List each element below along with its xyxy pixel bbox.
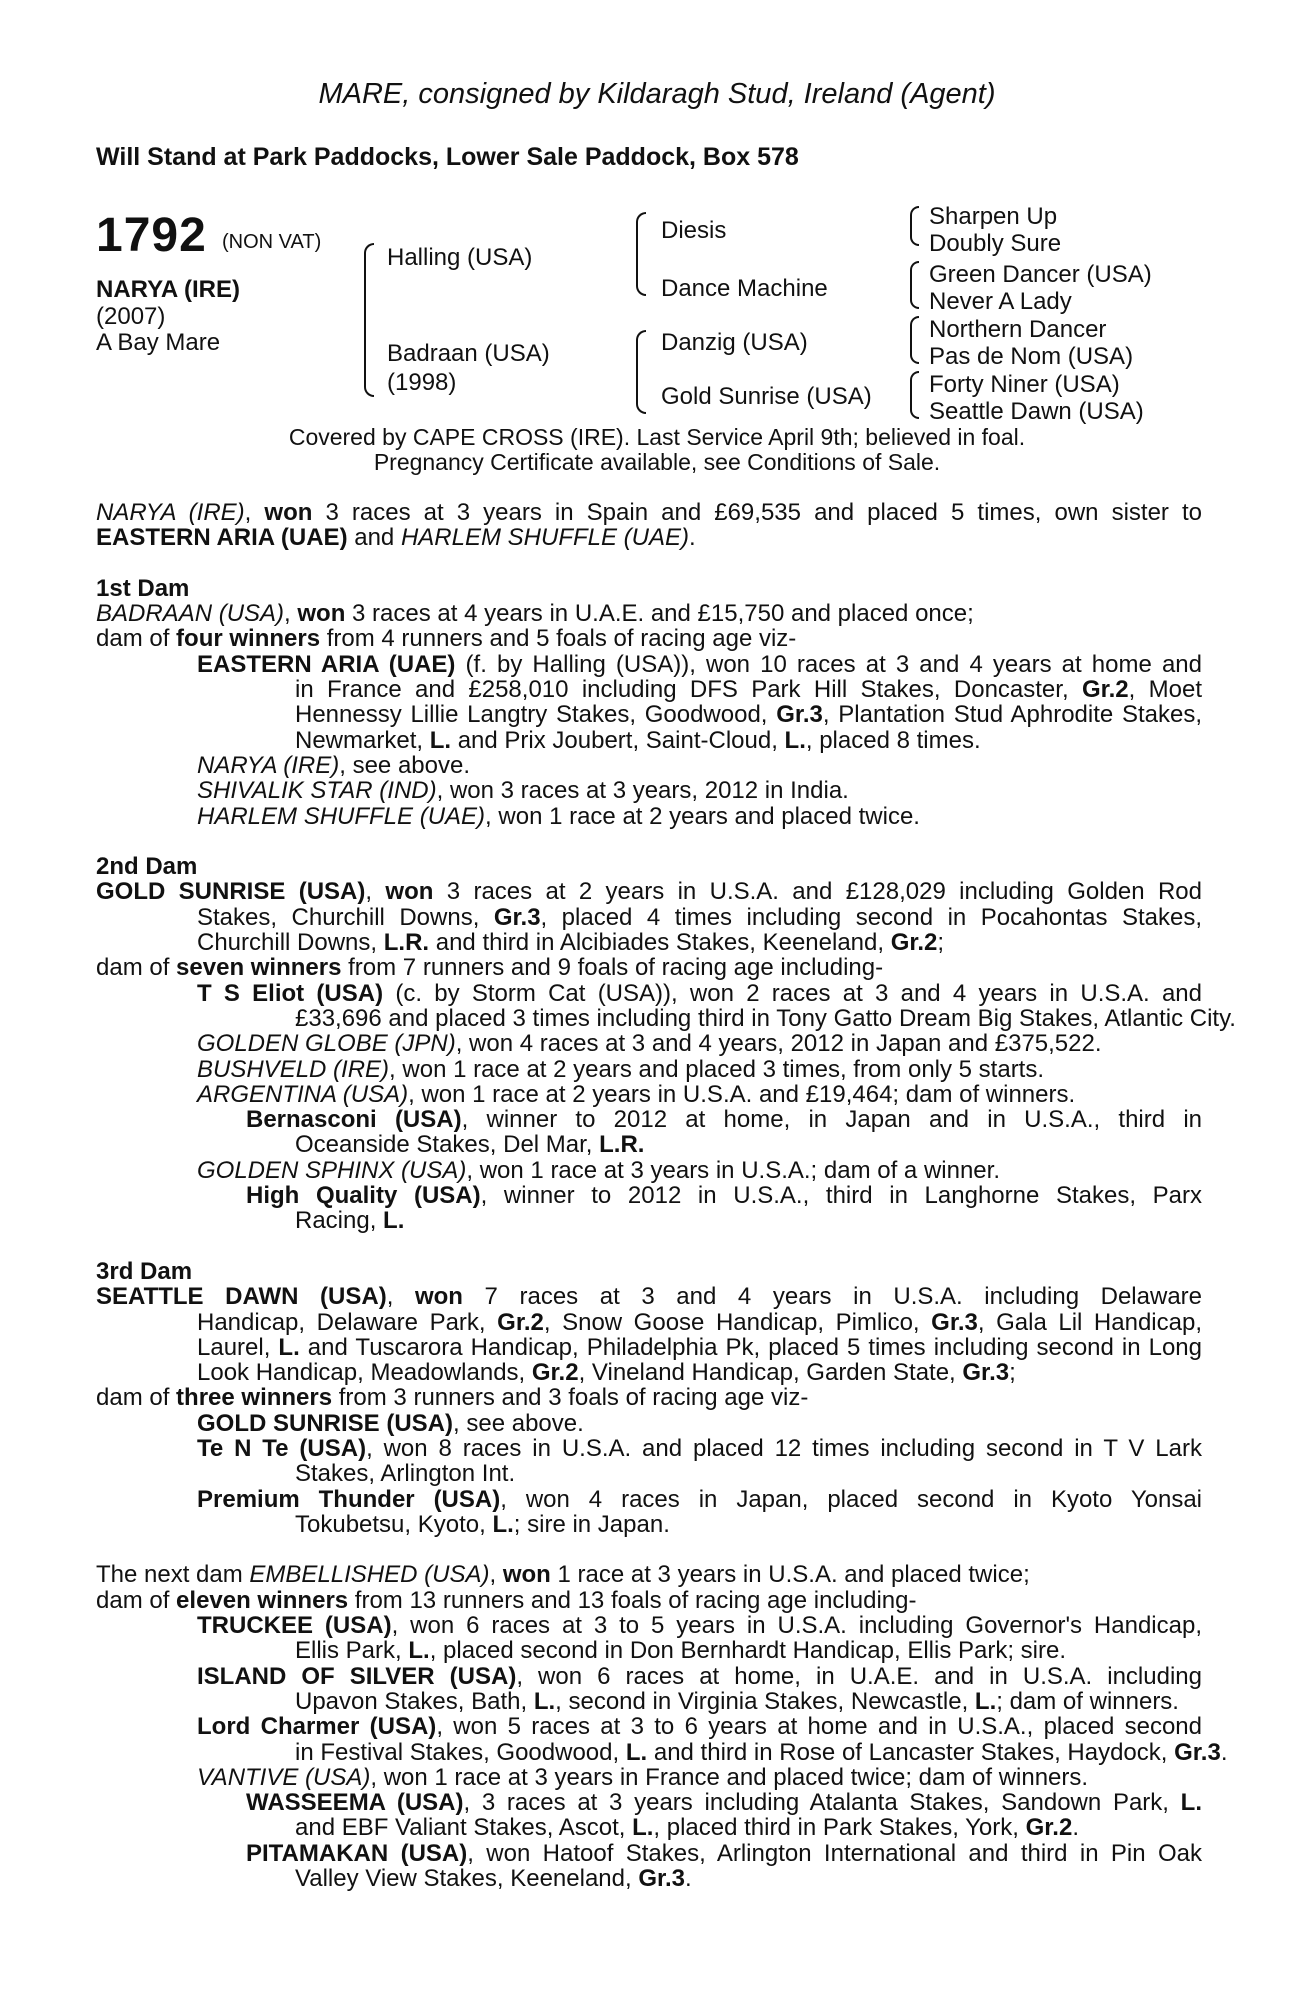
sire-dam-bracket bbox=[364, 243, 374, 397]
dam-sire: Danzig (USA) bbox=[661, 329, 808, 356]
section-heading: 1st Dam bbox=[96, 574, 190, 602]
text-line: £33,696 and placed 3 times including third in Tony Gatto Dream Big Stakes, Atlantic City. bbox=[295, 1004, 1236, 1032]
location-line: Will Stand at Park Paddocks, Lower Sale Paddock, Box 578 bbox=[96, 143, 799, 171]
text-line: NARYA (IRE), see above. bbox=[197, 751, 471, 779]
text-line: High Quality (USA), winner to 2012 in U.S.A., third in Langhorne Stakes, Parx bbox=[246, 1182, 1202, 1210]
text-line: Newmarket, L. and Prix Joubert, Saint-Cloud, L., placed 8 times. bbox=[295, 726, 981, 754]
pedigree-notes bbox=[96, 499, 1236, 1893]
horse-name: NARYA (IRE) bbox=[96, 276, 241, 303]
sire: Halling (USA) bbox=[387, 244, 533, 271]
text-line: BADRAAN (USA), won 3 races at 4 years in U.A.E. and £15,750 and placed once; bbox=[96, 600, 974, 628]
covered-line: Covered by CAPE CROSS (IRE). Last Service April 9th; believed in foal. bbox=[288, 424, 1026, 450]
text-line: WASSEEMA (USA), 3 races at 3 years including Atalanta Stakes, Sandown Park, L. bbox=[246, 1789, 1202, 1817]
text-line: and EBF Valiant Stakes, Ascot, L., placed third in Park Stakes, York, Gr.2. bbox=[295, 1814, 1079, 1842]
lot-number: 1792 bbox=[96, 209, 207, 262]
text-line: VANTIVE (USA), won 1 race at 3 years in France and placed twice; dam of winners. bbox=[197, 1763, 1089, 1791]
vat-status: (NON VAT) bbox=[222, 231, 322, 253]
text-line: GOLDEN GLOBE (JPN), won 4 races at 3 and 4 years, 2012 in Japan and £375,522. bbox=[197, 1030, 1102, 1058]
text-line: SEATTLE DAWN (USA), won 7 races at 3 and 4 years in U.S.A. including Delaware bbox=[96, 1283, 1203, 1311]
grandparent-7: Forty Niner (USA) bbox=[929, 371, 1120, 398]
dam-line-bracket bbox=[636, 330, 646, 414]
text-line: TRUCKEE (USA), won 6 races at 3 to 5 years in U.S.A. including Governor's Handicap, bbox=[197, 1612, 1203, 1640]
grandparent-3: Green Dancer (USA) bbox=[929, 261, 1152, 288]
pregnancy-line: Pregnancy Certificate available, see Conditions of Sale. bbox=[373, 449, 941, 475]
text-line: ISLAND OF SILVER (USA), won 6 races at home, in U.A.E. and in U.S.A. including bbox=[197, 1662, 1202, 1690]
text-line: Stakes, Arlington Int. bbox=[295, 1460, 516, 1488]
grandparent-1: Sharpen Up bbox=[929, 203, 1058, 230]
text-line: dam of eleven winners from 13 runners and 13 foals of racing age including- bbox=[96, 1586, 917, 1614]
text-line: HARLEM SHUFFLE (UAE), won 1 race at 2 years and placed twice. bbox=[197, 802, 920, 830]
text-line: BUSHVELD (IRE), won 1 race at 2 years and placed 3 times, from only 5 starts. bbox=[197, 1055, 1045, 1083]
text-line: Hennessy Lillie Langtry Stakes, Goodwood, Gr.3, Plantation Stud Aphrodite Stakes, bbox=[295, 701, 1202, 729]
text-line: PITAMAKAN (USA), won Hatoof Stakes, Arlington International and third in Pin Oak bbox=[246, 1839, 1202, 1867]
dam-year: (1998) bbox=[387, 369, 457, 396]
text-line: SHIVALIK STAR (IND), won 3 races at 3 years, 2012 in India. bbox=[197, 777, 849, 805]
text-line: Upavon Stakes, Bath, L., second in Virginia Stakes, Newcastle, L.; dam of winners. bbox=[295, 1687, 1179, 1715]
text-line: ARGENTINA (USA), won 1 race at 2 years in U.S.A. and £19,464; dam of winners. bbox=[197, 1080, 1076, 1108]
g-bracket-1 bbox=[910, 206, 919, 246]
text-line: T S Eliot (USA) (c. by Storm Cat (USA)), won 2 races at 3 and 4 years in U.S.A. and bbox=[197, 979, 1203, 1007]
horse-description: A Bay Mare bbox=[96, 329, 221, 356]
text-line: GOLD SUNRISE (USA), won 3 races at 2 years in U.S.A. and £128,029 including Golden Rod bbox=[96, 878, 1202, 906]
horse-year: (2007) bbox=[96, 303, 166, 330]
text-line: Bernasconi (USA), winner to 2012 at home, in Japan and in U.S.A., third in bbox=[246, 1106, 1203, 1134]
dam-dam: Gold Sunrise (USA) bbox=[661, 383, 872, 410]
grandparent-8: Seattle Dawn (USA) bbox=[929, 398, 1144, 425]
text-line: Laurel, L. and Tuscarora Handicap, Philadelphia Pk, placed 5 times including second in Long bbox=[197, 1333, 1202, 1361]
g-bracket-3 bbox=[910, 316, 919, 364]
sire-dam: Dance Machine bbox=[661, 275, 828, 302]
g-bracket-2 bbox=[910, 261, 919, 309]
text-line: Churchill Downs, L.R. and third in Alcibiades Stakes, Keeneland, Gr.2; bbox=[197, 929, 945, 957]
text-line: EASTERN ARIA (UAE) (f. by Halling (USA)), won 10 races at 3 and 4 years at home and bbox=[197, 650, 1202, 678]
text-line: Look Handicap, Meadowlands, Gr.2, Vineland Handicap, Garden State, Gr.3; bbox=[197, 1359, 1016, 1387]
text-line: Oceanside Stakes, Del Mar, L.R. bbox=[295, 1131, 645, 1159]
text-line: dam of three winners from 3 runners and 3 foals of racing age viz- bbox=[96, 1384, 809, 1412]
grandparent-2: Doubly Sure bbox=[929, 230, 1062, 257]
text-line: GOLD SUNRISE (USA), see above. bbox=[197, 1409, 584, 1437]
text-line: Te N Te (USA), won 8 races in U.S.A. and placed 12 times including second in T V Lark bbox=[197, 1434, 1202, 1462]
section-heading: 3rd Dam bbox=[96, 1257, 193, 1285]
grandparent-6: Pas de Nom (USA) bbox=[929, 343, 1134, 370]
text-line: Premium Thunder (USA), won 4 races in Japan, placed second in Kyoto Yonsai bbox=[197, 1485, 1203, 1513]
grandparent-4: Never A Lady bbox=[929, 288, 1072, 315]
text-line: Stakes, Churchill Downs, Gr.3, placed 4 times including second in Pocahontas Stakes, bbox=[197, 903, 1202, 931]
text-line: Lord Charmer (USA), won 5 races at 3 to 6 years at home and in U.S.A., placed second bbox=[197, 1713, 1202, 1741]
grandparent-5: Northern Dancer bbox=[929, 316, 1107, 343]
text-line: Tokubetsu, Kyoto, L.; sire in Japan. bbox=[295, 1510, 670, 1538]
text-line: dam of four winners from 4 runners and 5 foals of racing age viz- bbox=[96, 625, 797, 653]
text-line: EASTERN ARIA (UAE) and HARLEM SHUFFLE (UAE). bbox=[96, 524, 696, 552]
dam: Badraan (USA) bbox=[387, 340, 550, 367]
g-bracket-4 bbox=[910, 371, 919, 419]
consignor-line: MARE, consigned by Kildaragh Stud, Ireland (Agent) bbox=[318, 78, 996, 110]
text-line: Ellis Park, L., placed second in Don Bernhardt Handicap, Ellis Park; sire. bbox=[295, 1637, 1067, 1665]
text-line: in France and £258,010 including DFS Park Hill Stakes, Doncaster, Gr.2, Moet bbox=[295, 676, 1202, 704]
sire-sire: Diesis bbox=[661, 217, 727, 244]
sire-line-bracket bbox=[636, 212, 646, 296]
text-line: dam of seven winners from 7 runners and 9 foals of racing age including- bbox=[96, 954, 884, 982]
text-line: Handicap, Delaware Park, Gr.2, Snow Goose Handicap, Pimlico, Gr.3, Gala Lil Handicap, bbox=[197, 1308, 1203, 1336]
section-heading: 2nd Dam bbox=[96, 853, 198, 881]
text-line: GOLDEN SPHINX (USA), won 1 race at 3 years in U.S.A.; dam of a winner. bbox=[197, 1156, 1000, 1184]
text-line: Racing, L. bbox=[295, 1207, 405, 1235]
text-line: Valley View Stakes, Keeneland, Gr.3. bbox=[295, 1865, 692, 1893]
text-line: The next dam EMBELLISHED (USA), won 1 race at 3 years in U.S.A. and placed twice; bbox=[96, 1561, 1030, 1589]
text-line: in Festival Stakes, Goodwood, L. and third in Rose of Lancaster Stakes, Haydock, Gr.3. bbox=[295, 1738, 1228, 1766]
text-line: NARYA (IRE), won 3 races at 3 years in Spain and £69,535 and placed 5 times, own sister to bbox=[96, 499, 1203, 526]
